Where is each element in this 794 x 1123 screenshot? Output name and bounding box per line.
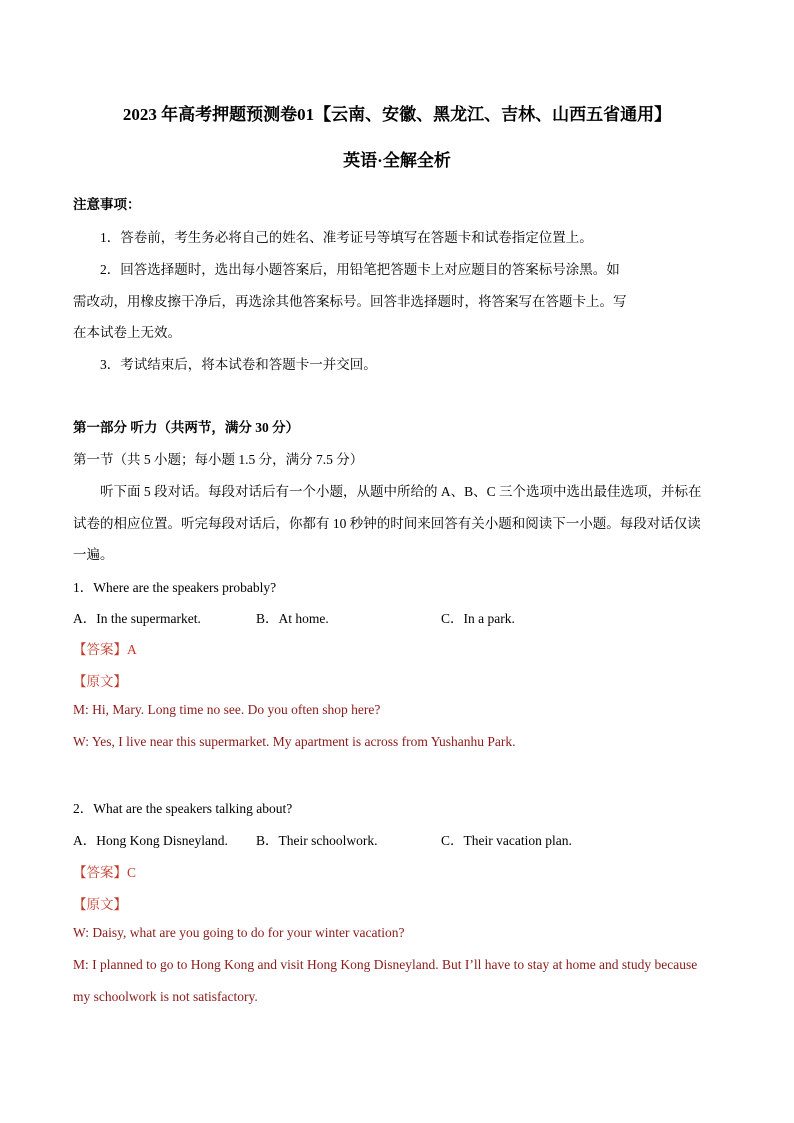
answer-value: A	[127, 642, 137, 657]
question-2-option-a: A．Hong Kong Disneyland.	[73, 833, 228, 848]
question-2-transcript-label: 【原文】	[73, 897, 127, 912]
question-2-transcript-line-1: W: Daisy, what are you going to do for your winter vacation?	[73, 925, 405, 940]
answer-label: 【答案】	[73, 865, 127, 880]
answer-value: C	[127, 865, 137, 880]
question-2-option-b: B．Their schoolwork.	[256, 833, 378, 848]
question-1-option-a: A．In the supermarket.	[73, 611, 201, 626]
notice-item-1: 1．答卷前，考生务必将自己的姓名、准考证号等填写在答题卡和试卷指定位置上。	[100, 230, 593, 245]
answer-label: 【答案】	[73, 642, 127, 657]
notice-item-2-line-1: 2．回答选择题时，选出每小题答案后，用铅笔把答题卡上对应题目的答案标号涂黑。如	[100, 262, 620, 277]
section-1-heading: 第一节（共 5 小题；每小题 1.5 分，满分 7.5 分）	[73, 452, 364, 467]
part-1-heading: 第一部分 听力（共两节，满分 30 分）	[73, 420, 300, 435]
instructions-line-1: 听下面 5 段对话。每段对话后有一个小题，从题中所给的 A、B、C 三个选项中选出最佳选项，并标在	[100, 484, 702, 499]
question-1-transcript-line-2: W: Yes, I live near this supermarket. My apartment is across from Yushanhu Park.	[73, 734, 516, 749]
notice-item-3: 3．考试结束后，将本试卷和答题卡一并交回。	[100, 357, 377, 372]
question-1-option-b: B．At home.	[256, 611, 329, 626]
question-1-transcript-label: 【原文】	[73, 674, 127, 689]
question-2-option-c: C．Their vacation plan.	[441, 833, 572, 848]
instructions-line-3: 一遍。	[73, 547, 114, 562]
question-2-transcript-line-3: my schoolwork is not satisfactory.	[73, 989, 258, 1004]
notice-item-2-line-3: 在本试卷上无效。	[73, 325, 181, 340]
question-1-transcript-line-1: M: Hi, Mary. Long time no see. Do you often shop here?	[73, 702, 381, 717]
page-subtitle: 英语·全解全析	[343, 151, 451, 170]
notice-item-2-line-2: 需改动，用橡皮擦干净后，再选涂其他答案标号。回答非选择题时，将答案写在答题卡上。写	[73, 294, 627, 309]
question-2-transcript-line-2: M: I planned to go to Hong Kong and visit Hong Kong Disneyland. But I’ll have to stay at home and study because	[73, 957, 698, 972]
page-title: 2023 年高考押题预测卷01【云南、安徽、黑龙江、吉林、山西五省通用】	[122, 105, 672, 124]
question-2-answer	[73, 861, 136, 881]
question-1-answer	[73, 638, 137, 658]
question-2-stem: 2．What are the speakers talking about?	[73, 801, 293, 816]
question-1-option-c: C．In a park.	[441, 611, 515, 626]
question-1-stem: 1．Where are the speakers probably?	[73, 580, 277, 595]
instructions-line-2: 试卷的相应位置。听完每段对话后，你都有 10 秒钟的时间来回答有关小题和阅读下一小题。每段对话仅读	[73, 516, 701, 531]
notice-heading: 注意事项：	[73, 197, 141, 212]
